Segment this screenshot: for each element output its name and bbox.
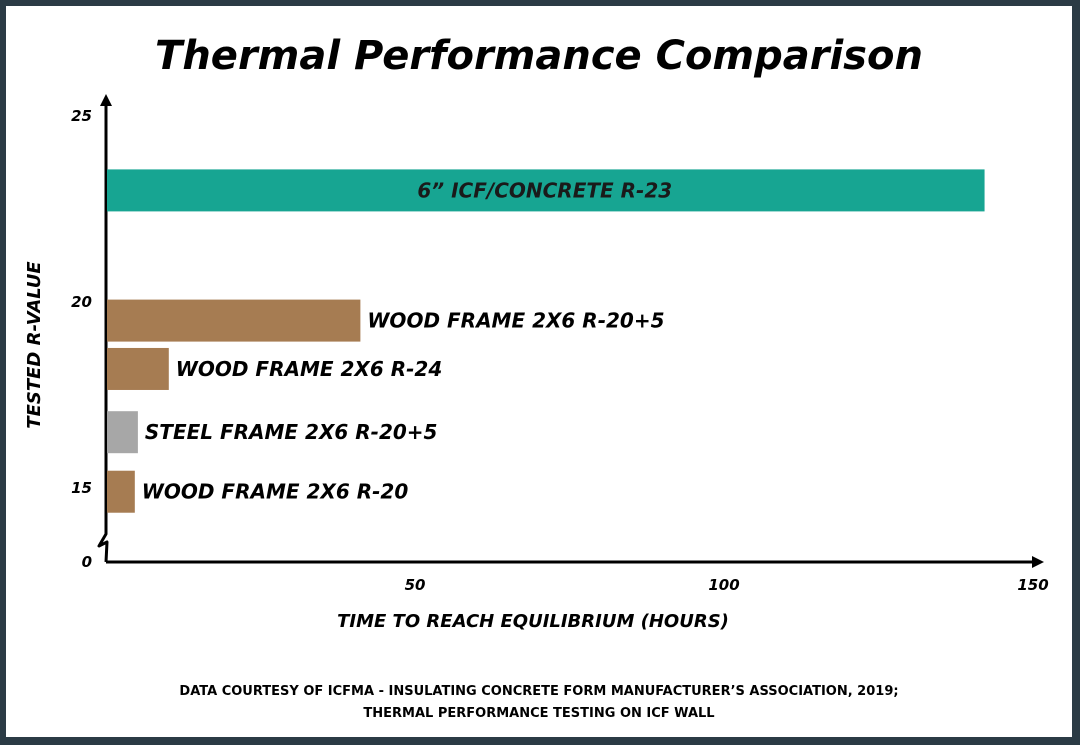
y-axis-arrow [100,94,112,106]
bars [107,169,985,512]
y-axis-break [99,528,107,562]
x-tick-label: 100 [708,576,740,594]
bar-label: 6” ICF/CONCRETE R-23 [417,178,673,203]
bar-label: WOOD FRAME 2X6 R-24 [175,356,443,381]
y-tick-label: 0 [81,553,92,571]
y-axis-label: TESTED R-VALUE [24,261,45,429]
y-tick-label: 25 [71,107,92,125]
x-axis-arrow [1032,556,1044,568]
bar-label: WOOD FRAME 2X6 R-20 [141,479,409,504]
x-axis-label: TIME TO REACH EQUILIBRIUM (HOURS) [337,611,729,632]
source-note-line-2: THERMAL PERFORMANCE TESTING ON ICF WALL [363,706,715,721]
chart-frame [6,6,1072,737]
bar [107,411,138,453]
bar [107,471,135,513]
y-tick-label: 20 [71,293,92,311]
x-tick-label: 50 [404,576,426,594]
bar-label: WOOD FRAME 2X6 R-20+5 [367,308,665,333]
chart-title: Thermal Performance Comparison [155,33,923,79]
bar-label: STEEL FRAME 2X6 R-20+5 [144,420,438,445]
bar [107,300,360,342]
chart-svg [6,6,1072,737]
x-tick-label: 150 [1017,576,1049,594]
bar [107,348,169,390]
y-tick-label: 15 [71,479,92,497]
source-note-line-1: DATA COURTESY OF ICFMA - INSULATING CONCRETE FORM MANUFACTURER’S ASSOCIATION, 2019; [179,684,899,699]
